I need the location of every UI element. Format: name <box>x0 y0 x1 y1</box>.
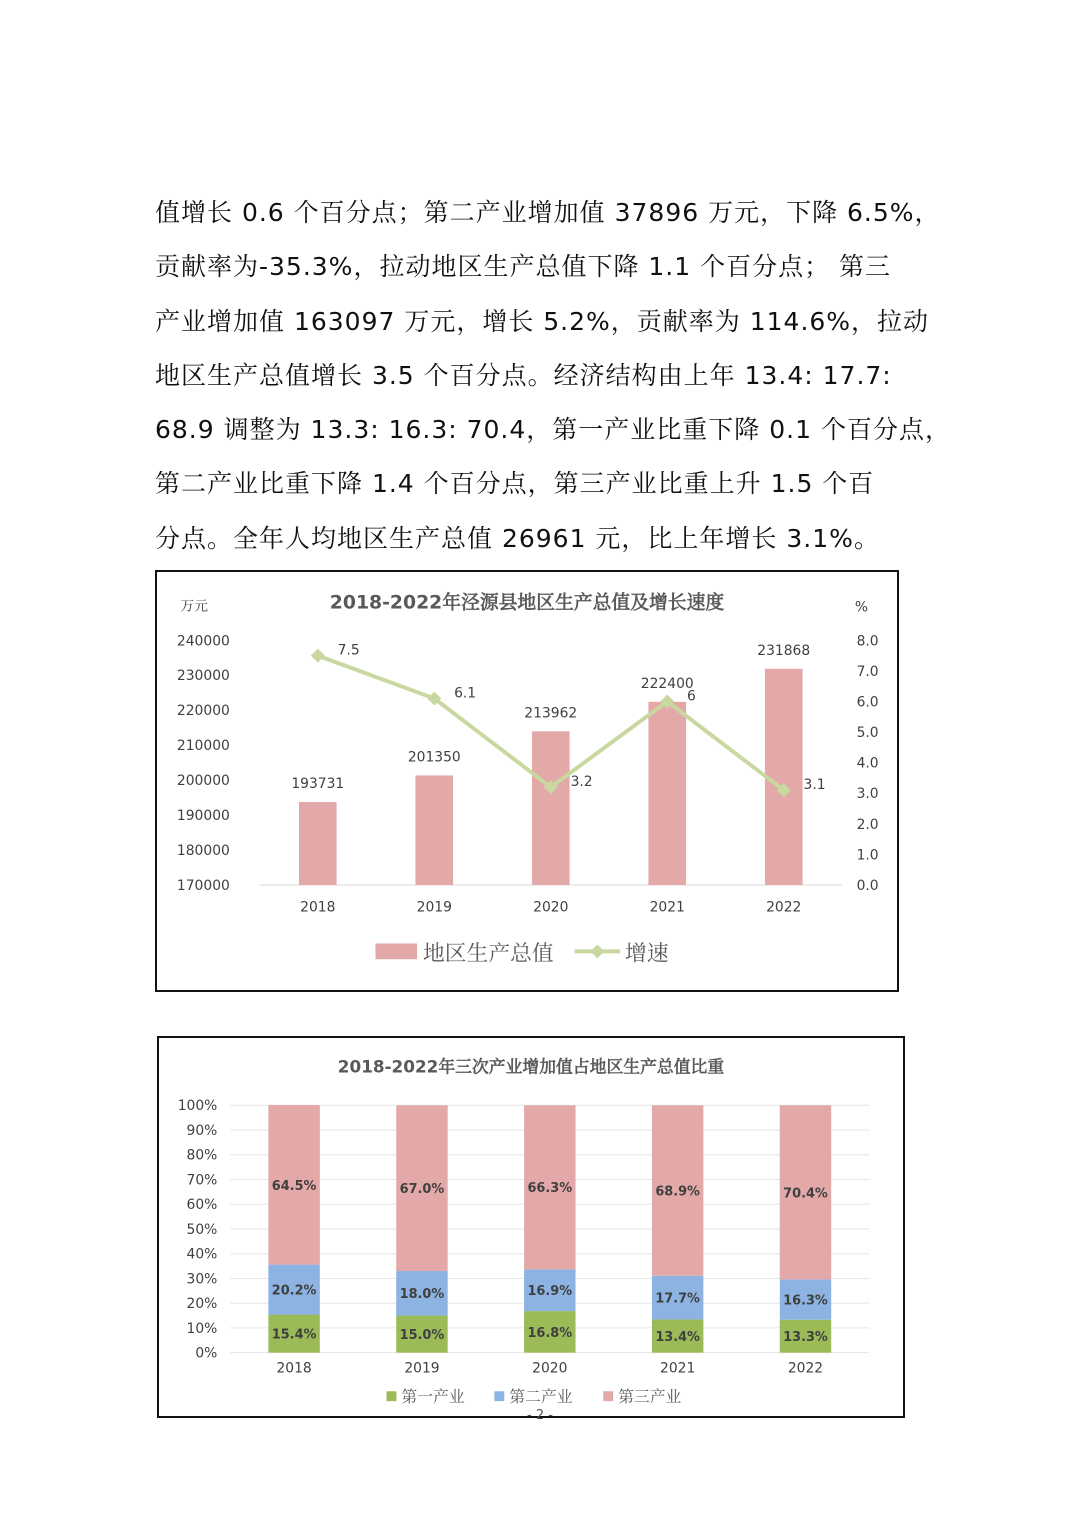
y-tick-label: 170000 <box>176 877 230 894</box>
segment-data-label: 20.2% <box>271 1283 317 1299</box>
y2-axis-unit-label: % <box>854 599 869 616</box>
y-tick-label: 80% <box>186 1147 218 1164</box>
y2-tick-label: 3.0 <box>856 786 879 803</box>
gdp-bar <box>299 802 337 885</box>
y-tick-label: 240000 <box>176 633 230 650</box>
y2-tick-label: 1.0 <box>856 847 879 864</box>
segment-data-label: 16.8% <box>527 1325 573 1341</box>
y2-tick-label: 6.0 <box>856 694 879 711</box>
growth-data-label: 3.2 <box>570 774 593 791</box>
y-tick-label: 210000 <box>176 738 230 755</box>
body-paragraph <box>155 186 951 566</box>
y-tick-label: 100% <box>177 1098 218 1115</box>
chart-title: 2018-2022年三次产业增加值占地区生产总值比重 <box>337 1056 725 1077</box>
x-tick-label: 2020 <box>532 1360 568 1377</box>
gdp-data-label: 222400 <box>640 675 694 692</box>
gdp-growth-chart-svg <box>157 572 897 990</box>
segment-data-label: 68.9% <box>655 1184 700 1200</box>
segment-data-label: 66.3% <box>527 1181 573 1197</box>
paragraph-line: 地区生产总值增长 3.5 个百分点。经济结构由上年 13.4: 17.7: <box>155 360 892 390</box>
legend-swatch <box>387 1391 397 1401</box>
gdp-data-label: 213962 <box>524 705 578 722</box>
legend-label: 第三产业 <box>618 1387 682 1407</box>
y-tick-label: 0% <box>195 1345 218 1362</box>
segment-data-label: 70.4% <box>783 1186 828 1202</box>
y-tick-label: 230000 <box>176 668 230 685</box>
growth-data-label: 6.1 <box>454 685 477 702</box>
legend-swatch <box>603 1391 613 1401</box>
gdp-bar <box>648 702 686 885</box>
x-tick-label: 2021 <box>649 899 685 916</box>
y-tick-label: 90% <box>186 1122 218 1139</box>
y2-tick-label: 4.0 <box>856 755 879 772</box>
segment-data-label: 13.3% <box>783 1330 828 1346</box>
y-tick-label: 50% <box>186 1221 218 1238</box>
segment-data-label: 16.3% <box>783 1293 828 1309</box>
y-tick-label: 40% <box>186 1246 218 1263</box>
x-tick-label: 2020 <box>533 899 569 916</box>
paragraph-line: 68.9 调整为 13.3: 16.3: 70.4，第一产业比重下降 0.1 个百分点， <box>155 415 951 445</box>
y2-tick-label: 5.0 <box>856 725 879 742</box>
y-tick-label: 70% <box>186 1172 218 1189</box>
x-tick-label: 2019 <box>404 1360 440 1377</box>
segment-data-label: 64.5% <box>271 1178 317 1194</box>
y-tick-label: 190000 <box>176 808 230 825</box>
gdp-bar <box>765 669 803 885</box>
growth-data-label: 7.5 <box>337 642 360 659</box>
paragraph-line: 贡献率为-35.3%，拉动地区生产总值下降 1.1 个百分点； 第三 <box>155 252 892 282</box>
chart-title: 2018-2022年泾源县地区生产总值及增长速度 <box>329 592 725 614</box>
y-tick-label: 20% <box>186 1296 218 1313</box>
paragraph-line: 分点。全年人均地区生产总值 26961 元，比上年增长 3.1%。 <box>155 523 880 553</box>
industry-share-chart <box>157 1036 905 1418</box>
y-tick-label: 200000 <box>176 773 230 790</box>
y-tick-label: 220000 <box>176 703 230 720</box>
gdp-data-label: 193731 <box>291 776 345 793</box>
segment-data-label: 18.0% <box>399 1287 445 1303</box>
y2-tick-label: 7.0 <box>856 663 879 680</box>
y2-tick-label: 0.0 <box>856 877 879 894</box>
gdp-bar <box>415 775 453 885</box>
x-tick-label: 2022 <box>766 899 802 916</box>
legend-growth-marker <box>590 944 604 958</box>
legend-label: 第一产业 <box>401 1387 465 1407</box>
legend-gdp-label: 地区生产总值 <box>422 941 554 967</box>
segment-data-label: 15.4% <box>271 1327 317 1343</box>
y-tick-label: 10% <box>186 1320 218 1337</box>
paragraph-line: 值增长 0.6 个百分点；第二产业增加值 37896 万元，下降 6.5%， <box>155 198 941 227</box>
gdp-growth-chart <box>155 570 899 992</box>
y-tick-label: 180000 <box>176 843 230 860</box>
x-tick-label: 2021 <box>660 1360 696 1377</box>
gdp-data-label: 231868 <box>757 642 811 659</box>
segment-data-label: 16.9% <box>527 1284 573 1300</box>
industry-share-chart-svg <box>159 1038 903 1416</box>
x-tick-label: 2018 <box>276 1360 312 1377</box>
gdp-bar <box>532 731 570 885</box>
gdp-data-label: 201350 <box>407 749 461 766</box>
segment-data-label: 13.4% <box>655 1330 700 1346</box>
y2-tick-label: 2.0 <box>856 816 879 833</box>
segment-data-label: 15.0% <box>399 1328 445 1344</box>
paragraph-line: 第二产业比重下降 1.4 个百分点，第三产业比重上升 1.5 个百 <box>155 469 875 499</box>
x-tick-label: 2018 <box>300 899 336 916</box>
legend-gdp-swatch <box>375 943 417 959</box>
legend-label: 第二产业 <box>509 1387 573 1407</box>
y-tick-label: 30% <box>186 1271 218 1288</box>
segment-data-label: 67.0% <box>399 1182 445 1198</box>
x-tick-label: 2019 <box>416 899 452 916</box>
growth-data-label: 3.1 <box>803 777 826 794</box>
growth-data-label: 6 <box>687 688 696 705</box>
growth-point-marker <box>311 649 325 663</box>
y-axis-unit-label: 万元 <box>180 598 209 615</box>
y-tick-label: 60% <box>186 1197 218 1214</box>
paragraph-line: 产业增加值 163097 万元，增长 5.2%，贡献率为 114.6%，拉动 <box>155 306 930 336</box>
legend-swatch <box>494 1391 504 1401</box>
legend-growth-label: 增速 <box>625 941 669 967</box>
page-number: - 2 - <box>527 1408 553 1423</box>
y2-tick-label: 8.0 <box>856 633 879 650</box>
segment-data-label: 17.7% <box>655 1291 700 1307</box>
x-tick-label: 2022 <box>787 1360 824 1377</box>
